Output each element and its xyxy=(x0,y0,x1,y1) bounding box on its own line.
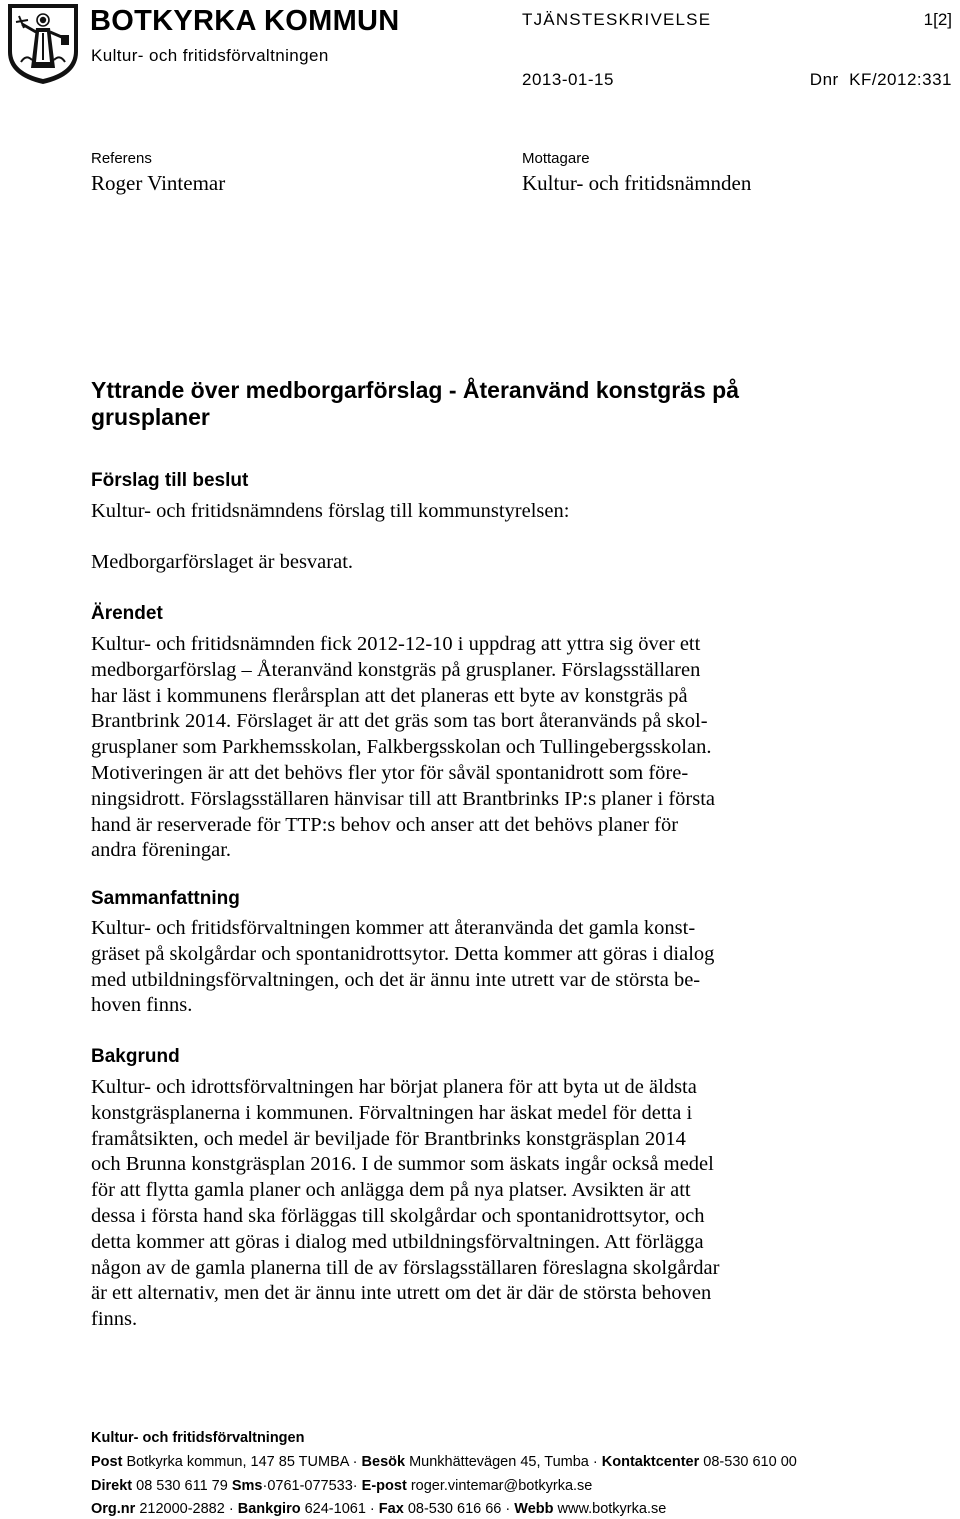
arendet-line: hand är reserverade för TTP:s behov och anser att det behövs planer för xyxy=(91,813,679,836)
sms-value: 0761-077533 xyxy=(267,1478,353,1494)
reference-label: Referens xyxy=(91,150,152,167)
bakgrund-line: finns. xyxy=(91,1308,138,1331)
post-value: Botkyrka kommun, 147 85 TUMBA xyxy=(126,1454,349,1470)
registration-number: Dnr KF/2012:331 xyxy=(809,70,952,89)
footer-separator: · xyxy=(262,1478,268,1494)
arendet-line: ningsidrott. Förslagsställaren hänvisar till att Brantbrinks IP:s planer i första xyxy=(91,787,716,810)
municipal-coat-of-arms-icon xyxy=(6,2,80,86)
bakgrund-line: Kultur- och idrottsförvaltningen har börjat planera för att byta ut de äldsta xyxy=(91,1076,697,1098)
proposal-intro: Kultur- och fritidsnämndens förslag till kommunstyrelsen: xyxy=(91,500,570,522)
sammanfattning-body xyxy=(91,916,714,1019)
bakgrund-line: någon av de gamla planerna till de av förslagsställaren föreslagna skolgårdar xyxy=(91,1256,720,1279)
email-label: E-post xyxy=(361,1478,407,1494)
footer-separator: · xyxy=(352,1454,358,1470)
arendet-line: grusplaner som Parkhemsskolan, Falkbergsskolan och Tullingebergsskolan. xyxy=(91,736,712,759)
sammanfattning-line: hoven finns. xyxy=(91,994,193,1017)
sammanfattning-line: gräset på skolgårdar och spontanidrottsytor. Detta kommer att göras i dialog xyxy=(91,942,715,965)
department-name: Kultur- och fritidsförvaltningen xyxy=(91,46,329,65)
bankgiro-label: Bankgiro xyxy=(237,1501,301,1517)
recipient-value: Kultur- och fritidsnämnden xyxy=(522,171,752,195)
arendet-line: andra föreningar. xyxy=(91,839,232,862)
bakgrund-line: är ett alternativ, men det är ännu inte utrett om det är där de största behoven xyxy=(91,1282,712,1305)
sammanfattning-line: Kultur- och fritidsförvaltningen kommer att återanvända det gamla konst- xyxy=(91,917,696,939)
document-type: TJÄNSTESKRIVELSE xyxy=(522,10,712,29)
web-value[interactable]: www.botkyrka.se xyxy=(557,1501,667,1517)
arendet-line: har läst i kommunens flerårsplan att det planeras ett byte av konstgräs på xyxy=(91,684,688,707)
arendet-line: Motiveringen är att det behövs fler ytor för såväl spontanidrott som före- xyxy=(91,761,689,784)
fax-value: 08-530 616 66 xyxy=(407,1501,502,1517)
recipient-label: Mottagare xyxy=(522,150,590,167)
arendet-heading: Ärendet xyxy=(91,603,163,624)
bakgrund-line: för att flytta gamla planer och anlägga dem på nya platser. Avsikten är att xyxy=(91,1179,691,1202)
footer-separator: · xyxy=(352,1478,358,1494)
footer-registry-line xyxy=(91,1501,666,1517)
email-value[interactable]: roger.vintemar@botkyrka.se xyxy=(410,1478,593,1494)
direct-value: 08 530 611 79 xyxy=(136,1478,228,1494)
bakgrund-line: konstgräsplanerna i kommunen. Förvaltningen har äskat medel för detta i xyxy=(91,1101,693,1124)
document-date: 2013-01-15 xyxy=(522,70,614,89)
organization-name: BOTKYRKA KOMMUN xyxy=(90,5,400,37)
footer-separator: · xyxy=(369,1501,375,1517)
visit-label: Besök xyxy=(361,1454,406,1470)
sms-label: Sms xyxy=(231,1478,263,1494)
bakgrund-line: och Brunna konstgräsplan 2016. I de summor som äskats ingår också medel xyxy=(91,1153,714,1176)
direct-label: Direkt xyxy=(91,1478,133,1494)
page-number: 1[2] xyxy=(923,10,952,29)
visit-value: Munkhättevägen 45, Tumba xyxy=(409,1454,589,1470)
reference-value: Roger Vintemar xyxy=(91,171,226,195)
bakgrund-body xyxy=(91,1075,719,1333)
arendet-line: medborgarförslag – Återanvänd konstgräs på grusplaner. Förslagsställaren xyxy=(91,658,701,681)
sammanfattning-heading: Sammanfattning xyxy=(91,888,240,909)
proposal-decision: Medborgarförslaget är besvarat. xyxy=(91,551,354,573)
orgnr-label: Org.nr xyxy=(91,1501,136,1517)
footer-separator: · xyxy=(592,1454,598,1470)
footer-separator: · xyxy=(228,1501,234,1517)
bakgrund-heading: Bakgrund xyxy=(91,1046,180,1067)
bakgrund-line: detta kommer att göras i dialog med utbildningsförvaltningen. Att förlägga xyxy=(91,1230,704,1253)
post-label: Post xyxy=(91,1454,123,1470)
proposal-heading: Förslag till beslut xyxy=(91,470,249,491)
footer-contact-line xyxy=(91,1478,592,1494)
bakgrund-line: dessa i första hand ska förläggas till skolgårdar och spontanidrottsytor, och xyxy=(91,1204,705,1227)
footer-separator: · xyxy=(505,1501,511,1517)
orgnr-value: 212000-2882 xyxy=(139,1501,225,1517)
fax-label: Fax xyxy=(378,1501,404,1517)
contact-value: 08-530 610 00 xyxy=(703,1454,797,1470)
footer-address-line xyxy=(91,1454,797,1470)
arendet-line: Brantbrink 2014. Förslaget är att det gräs som tas bort återanvänds på skol- xyxy=(91,710,708,733)
contact-label: Kontaktcenter xyxy=(601,1454,700,1470)
footer-department: Kultur- och fritidsförvaltningen xyxy=(91,1430,305,1446)
bankgiro-value: 624-1061 xyxy=(304,1501,366,1517)
arendet-line: Kultur- och fritidsnämnden fick 2012-12-10 i uppdrag att yttra sig över ett xyxy=(91,633,701,655)
sammanfattning-line: med utbildningsförvaltningen, och det är ännu inte utrett var de största be- xyxy=(91,968,701,991)
document-title: Yttrande över medborgarförslag - Återanvänd konstgräs på grusplaner xyxy=(91,377,739,430)
arendet-body xyxy=(91,632,715,864)
bakgrund-line: framåtsikten, och medel är beviljade för Brantbrinks konstgräsplan 2014 xyxy=(91,1127,686,1150)
web-label: Webb xyxy=(514,1501,554,1517)
